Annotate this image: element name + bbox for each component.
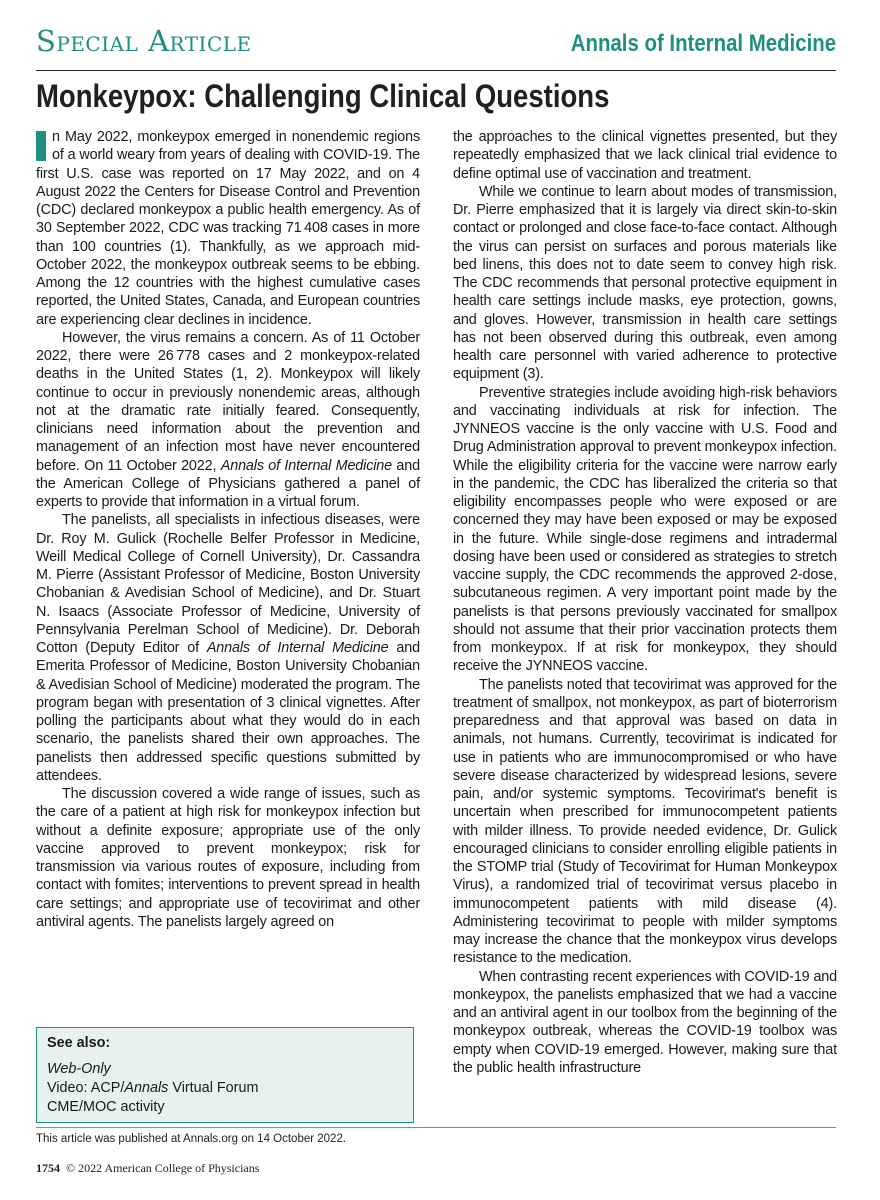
journal-italic: Annals of Internal Medicine <box>206 640 389 656</box>
paragraph: While we continue to learn about modes of transmission, Dr. Pierre emphasized that it is largely via direct skin-to-skin contact or prolonged and close face-to-face contact. Although the virus can persist on surfaces and porous materials like bed linens, this does not to date seem to convey high risk. The CDC recommends that personal protective equipment in health care settings include masks, eye protection, gowns, and gloves. However, transmission in health care settings has not been observed during this outbreak, even among health care personnel with varied adherence to protective equipment (3). <box>453 183 837 383</box>
page-footer <box>36 1161 259 1176</box>
video-link[interactable]: Video: ACP/Annals Virtual Forum <box>47 1080 259 1096</box>
journal-name: Annals of Internal Medicine <box>570 30 836 57</box>
web-only-label: Web-Only <box>47 1061 111 1077</box>
drop-cap <box>36 131 46 161</box>
publication-footnote: This article was published at Annals.org on 14 October 2022. <box>36 1133 347 1145</box>
paragraph: The panelists, all specialists in infectious diseases, were Dr. Roy M. Gulick (Rochelle Belfer Professor in Medicine, Weill Medical College of Cornell University), Dr. Cassandra M. Pierre (Assistant Professor of Medicine, Boston University Chobanian & Avedisian School of Medicine), and Dr. Stuart N. Isaacs (Associate Professor of Medicine, University of Pennsylvania Perelman School of Medicine). Dr. Deborah Cotton (Deputy Editor of Annals of Internal Medicine and Emerita Professor of Medicine, Boston University Chobanian & Avedisian School of Medicine) moderated the program. The program began with presentation of 3 clinical vignettes. After polling the participants about what they would do in each scenario, the panelists shared their own approaches. The panelists then addressed specific questions submitted by attendees. <box>36 512 420 784</box>
paragraph: The discussion covered a wide range of issues, such as the care of a patient at high risk for monkeypox infection but without a definite exposure; appropriate use of the only vaccine approved to prevent monkeypox; risk for transmission via various routes of exposure, including from contact with fomites; interventions to prevent spread in health care settings; and appropriate use of tecovirimat and other antiviral agents. The panelists largely agreed on <box>36 786 420 930</box>
see-also-heading: See also: <box>47 1035 111 1051</box>
journal-italic: Annals of Internal Medicine <box>220 457 393 474</box>
paragraph: However, the virus remains a concern. As of 11 October 2022, there were 26 778 cases and 2 monkeypox-related deaths in the United States (1, 2). Monkeypox will likely continue to occur in previously nonendemic areas, although not at the dramatic rate initially feared. Consequently, clinicians need information about the prevention and management of an infection most have never encountered before. On 11 October 2022, Annals of Internal Medicine and the American College of Physicians gathered a panel of experts to provide that information in a virtual forum. <box>36 329 420 510</box>
article-title: Monkeypox: Challenging Clinical Questions <box>36 78 610 114</box>
page-number: 1754 <box>36 1161 60 1175</box>
paragraph: When contrasting recent experiences with COVID-19 and monkeypox, the panelists emphasized that we had a vaccine and an antiviral agent in our toolbox from the beginning of the monkeypox outbreak, whereas the COVID-19 toolbox was empty when COVID-19 emerged. However, making sure that the public health infrastructure <box>453 968 837 1076</box>
paragraph: n May 2022, monkeypox emerged in nonendemic regions of a world weary from years of dealing with COVID-19. The first U.S. case was reported on 17 May 2022, and on 4 August 2022 the Centers for Disease Control and Prevention (CDC) declared monkeypox a public health emergency. As of 30 September 2022, CDC was tracking 71 408 cases in more than 100 countries (1). Thankfully, as we approach mid-October 2022, the monkeypox outbreak seems to be ebbing. Among the 12 countries with the highest cumulative cases reported, the United States, Canada, and European countries are experiencing clear declines in incidence. <box>36 129 420 328</box>
paragraph: The panelists noted that tecovirimat was approved for the treatment of smallpox, not monkeypox, as part of bioterrorism preparedness and that approval was based on data in animals, not humans. Currently, tecovirimat is indicated for use in patients who are immunocompromised or who have severe disease characterized by widespread lesions, severe pain, and/or systemic symptoms. Tecovirimat's benefit is uncertain when prescribed for immunocompetent patients with milder illness. To provide needed evidence, Dr. Gulick encouraged clinicians to consider enrolling eligible patients in the STOMP trial (Study of Tecovirimat for Human Monkeypox Virus), a randomized trial of tecovirimat versus placebo in immunocompetent patients with mild disease (4). Administering tecovirimat to people with milder symptoms may increase the chance that the monkeypox virus develops resistance to the medication. <box>453 676 837 967</box>
footnote-divider <box>36 1127 836 1128</box>
header-divider <box>36 70 836 71</box>
copyright: © 2022 American College of Physicians <box>66 1161 260 1175</box>
paragraph: Preventive strategies include avoiding high-risk behaviors and vaccinating individuals at risk for infection. The JYNNEOS vaccine is the only vaccine with U.S. Food and Drug Administration approval to prevent monkeypox infection. While the eligibility criteria for the vaccine were narrow early in the pandemic, the CDC has liberalized the criteria so that eligibility encompasses people who were exposed or are concerned they may have been exposed or may be exposed in the future. While single-dose regimens and intradermal dosing have been used or considered as strategies to stretch vaccine supply, the CDC recommends the approved 2-dose, subcutaneous regimen. A very important point made by the panelists is that persons previously vaccinated for smallpox should not assume that their prior vaccination protects them from monkeypox. If at risk for monkeypox, they should receive the JYNNEOS vaccine. <box>453 384 837 675</box>
section-label: Special Article <box>36 24 252 58</box>
left-column <box>36 128 420 931</box>
paragraph: the approaches to the clinical vignettes presented, but they repeatedly emphasized that we lack clinical trial evidence to define optimal use of vaccination and treatment. <box>453 129 837 182</box>
right-column <box>453 128 837 1077</box>
cme-link[interactable]: CME/MOC activity <box>47 1099 165 1115</box>
see-also-box <box>36 1027 414 1123</box>
